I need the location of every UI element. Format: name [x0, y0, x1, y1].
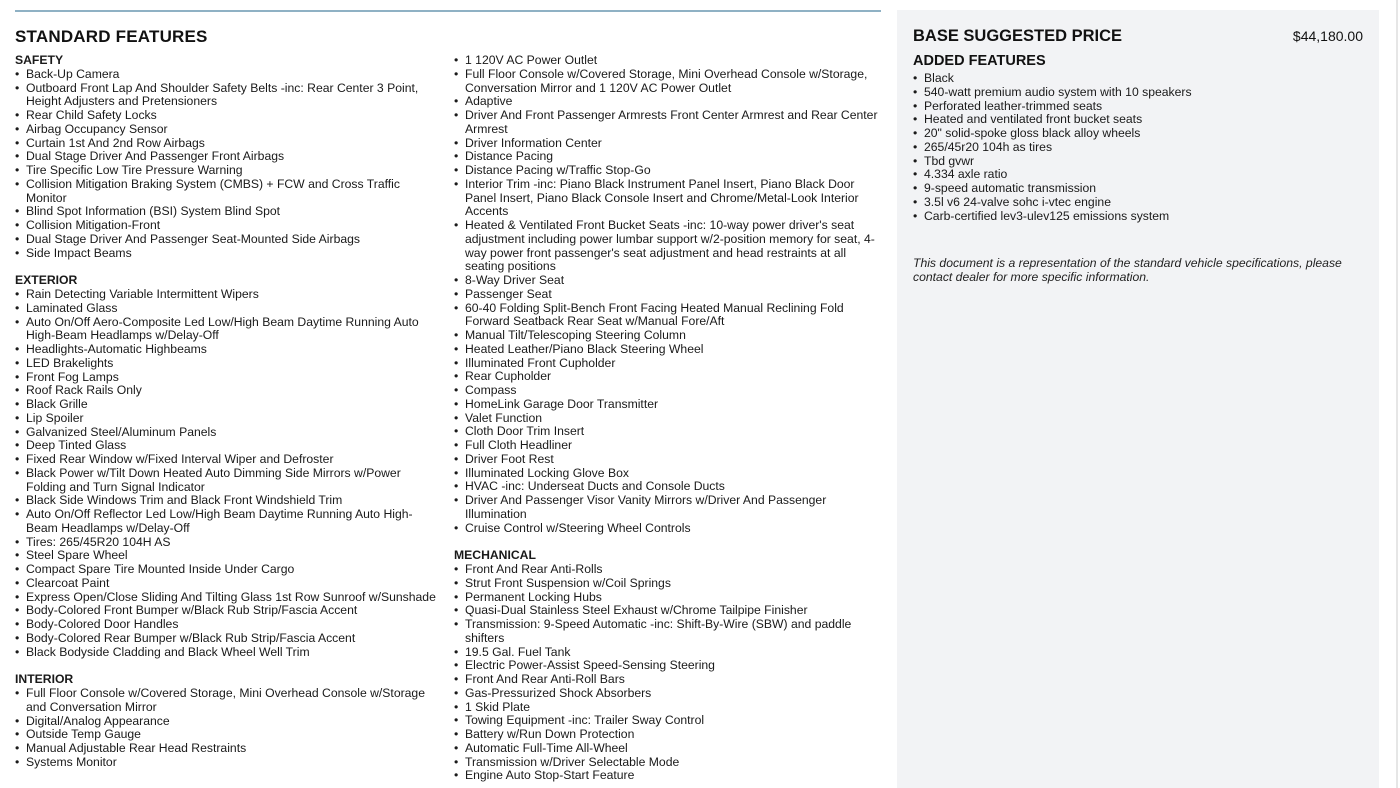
feature-item: • 265/45r20 104h as tires: [913, 141, 1363, 155]
feature-item: • Engine Auto Stop-Start Feature: [454, 769, 879, 783]
feature-item: • HomeLink Garage Door Transmitter: [454, 398, 879, 412]
base-price-label: BASE SUGGESTED PRICE: [913, 27, 1123, 45]
feature-item: • Carb-certified lev3-ulev125 emissions system: [913, 210, 1363, 224]
feature-item: • Automatic Full-Time All-Wheel: [454, 742, 879, 756]
feature-item: • LED Brakelights: [15, 357, 440, 371]
page-title: STANDARD FEATURES: [15, 27, 208, 46]
feature-item: • Manual Tilt/Telescoping Steering Column: [454, 329, 879, 343]
feature-item: • Rear Cupholder: [454, 370, 879, 384]
feature-item: • Adaptive: [454, 95, 879, 109]
added-features-heading: ADDED FEATURES: [913, 53, 1046, 69]
feature-item: • Quasi-Dual Stainless Steel Exhaust w/Chrome Tailpipe Finisher: [454, 604, 879, 618]
feature-item: • Headlights-Automatic Highbeams: [15, 343, 440, 357]
feature-item: • Front Fog Lamps: [15, 371, 440, 385]
section-exterior: [15, 274, 440, 659]
header-divider: [15, 10, 881, 12]
feature-item: • Full Floor Console w/Covered Storage, Mini Overhead Console w/Storage and Conversation Mirror: [15, 687, 440, 715]
section-heading: INTERIOR: [15, 672, 74, 687]
feature-item: • Cloth Door Trim Insert: [454, 425, 879, 439]
feature-item: • Heated & Ventilated Front Bucket Seats -inc: 10-way power driver's seat adjustment including power lumbar support w/2-position memory for seat, 4-way power front passenger's seat adjustment and head restraints at all seating positions: [454, 219, 879, 274]
base-price-value: $44,180.00: [1292, 28, 1363, 44]
feature-item: • Airbag Occupancy Sensor: [15, 123, 440, 137]
feature-item: • Compass: [454, 384, 879, 398]
section-mechanical: [454, 549, 879, 783]
feature-item: • Driver Foot Rest: [454, 453, 879, 467]
feature-item: • Interior Trim -inc: Piano Black Instrument Panel Insert, Piano Black Door Panel Insert, Piano Black Console Insert and Chrome/Metal-Look Interior Accents: [454, 178, 879, 219]
feature-item: • Electric Power-Assist Speed-Sensing Steering: [454, 659, 879, 673]
feature-item: • 60-40 Folding Split-Bench Front Facing Heated Manual Reclining Fold Forward Seatback Rear Seat w/Manual Fore/Aft: [454, 302, 879, 330]
feature-item: • Heated Leather/Piano Black Steering Wheel: [454, 343, 879, 357]
feature-item: • Transmission: 9-Speed Automatic -inc: Shift-By-Wire (SBW) and paddle shifters: [454, 618, 879, 646]
page-edge: [1396, 0, 1398, 788]
section-heading: SAFETY: [15, 53, 64, 67]
feature-item: • Black Side Windows Trim and Black Front Windshield Trim: [15, 494, 440, 508]
feature-list: [15, 68, 440, 261]
feature-item: • 3.5l v6 24-valve sohc i-vtec engine: [913, 196, 1363, 210]
section-interior: [15, 673, 440, 769]
feature-item: • Cruise Control w/Steering Wheel Controls: [454, 522, 879, 536]
feature-item: • Steel Spare Wheel: [15, 549, 440, 563]
feature-item: • Heated and ventilated front bucket seats: [913, 113, 1363, 127]
feature-item: • 19.5 Gal. Fuel Tank: [454, 646, 879, 660]
feature-item: • Deep Tinted Glass: [15, 439, 440, 453]
feature-item: • Collision Mitigation Braking System (CMBS) + FCW and Cross Traffic Monitor: [15, 178, 440, 206]
feature-item: • Black: [913, 72, 1363, 86]
feature-item: • Illuminated Locking Glove Box: [454, 467, 879, 481]
feature-item: • Battery w/Run Down Protection: [454, 728, 879, 742]
feature-item: • 1 Skid Plate: [454, 701, 879, 715]
feature-item: • Digital/Analog Appearance: [15, 715, 440, 729]
feature-item: • 1 120V AC Power Outlet: [454, 54, 879, 68]
section-interior-continued: [454, 54, 879, 535]
feature-item: • 9-speed automatic transmission: [913, 182, 1363, 196]
feature-item: • Rain Detecting Variable Intermittent Wipers: [15, 288, 440, 302]
feature-item: • Transmission w/Driver Selectable Mode: [454, 756, 879, 770]
feature-item: • Driver And Passenger Visor Vanity Mirrors w/Driver And Passenger Illumination: [454, 494, 879, 522]
feature-item: • Black Grille: [15, 398, 440, 412]
feature-item: • Outside Temp Gauge: [15, 728, 440, 742]
feature-item: • Valet Function: [454, 412, 879, 426]
feature-item: • Back-Up Camera: [15, 68, 440, 82]
feature-item: • Tires: 265/45R20 104H AS: [15, 536, 440, 550]
feature-item: • Laminated Glass: [15, 302, 440, 316]
feature-item: • 8-Way Driver Seat: [454, 274, 879, 288]
feature-item: • Outboard Front Lap And Shoulder Safety Belts -inc: Rear Center 3 Point, Height Adjusters and Pretensioners: [15, 82, 440, 110]
feature-item: • Towing Equipment -inc: Trailer Sway Control: [454, 714, 879, 728]
feature-item: • Passenger Seat: [454, 288, 879, 302]
feature-item: • Galvanized Steel/Aluminum Panels: [15, 426, 440, 440]
feature-item: • Strut Front Suspension w/Coil Springs: [454, 577, 879, 591]
feature-item: • Illuminated Front Cupholder: [454, 357, 879, 371]
feature-item: • Compact Spare Tire Mounted Inside Under Cargo: [15, 563, 440, 577]
feature-item: • Full Floor Console w/Covered Storage, Mini Overhead Console w/Storage, Conversation Mirror and 1 120V AC Power Outlet: [454, 68, 879, 96]
feature-item: • Express Open/Close Sliding And Tilting Glass 1st Row Sunroof w/Sunshade: [15, 591, 440, 605]
feature-item: • Systems Monitor: [15, 756, 440, 770]
feature-item: • Full Cloth Headliner: [454, 439, 879, 453]
feature-item: • Body-Colored Rear Bumper w/Black Rub Strip/Fascia Accent: [15, 632, 440, 646]
price-panel: [897, 10, 1379, 788]
feature-item: • Front And Rear Anti-Roll Bars: [454, 673, 879, 687]
feature-item: • Collision Mitigation-Front: [15, 219, 440, 233]
section-heading: EXTERIOR: [15, 273, 78, 288]
feature-item: • Auto On/Off Aero-Composite Led Low/High Beam Daytime Running Auto High-Beam Headlamps w/Delay-Off: [15, 316, 440, 344]
feature-item: • Blind Spot Information (BSI) System Blind Spot: [15, 205, 440, 219]
feature-item: • Lip Spoiler: [15, 412, 440, 426]
feature-item: • Driver Information Center: [454, 137, 879, 151]
feature-item: • 20" solid-spoke gloss black alloy wheels: [913, 127, 1363, 141]
feature-item: • Gas-Pressurized Shock Absorbers: [454, 687, 879, 701]
disclaimer-text: This document is a representation of the standard vehicle specifications, please contact dealer for more specific information.: [913, 256, 1342, 284]
feature-item: • HVAC -inc: Underseat Ducts and Console Ducts: [454, 480, 879, 494]
feature-item: • 4.334 axle ratio: [913, 168, 1363, 182]
feature-item: • Clearcoat Paint: [15, 577, 440, 591]
feature-item: • Distance Pacing w/Traffic Stop-Go: [454, 164, 879, 178]
feature-item: • Curtain 1st And 2nd Row Airbags: [15, 137, 440, 151]
feature-item: • Body-Colored Front Bumper w/Black Rub Strip/Fascia Accent: [15, 604, 440, 618]
feature-item: • Auto On/Off Reflector Led Low/High Beam Daytime Running Auto High-Beam Headlamps w/Delay-Off: [15, 508, 440, 536]
feature-item: • Tire Specific Low Tire Pressure Warning: [15, 164, 440, 178]
feature-item: • Distance Pacing: [454, 150, 879, 164]
feature-item: • Black Bodyside Cladding and Black Wheel Well Trim: [15, 646, 440, 660]
feature-item: • Black Power w/Tilt Down Heated Auto Dimming Side Mirrors w/Power Folding and Turn Signal Indicator: [15, 467, 440, 495]
feature-list: [454, 563, 879, 783]
feature-item: • Side Impact Beams: [15, 247, 440, 261]
features-column-right: [454, 54, 879, 783]
added-features-list: [913, 72, 1363, 223]
feature-item: • Tbd gvwr: [913, 155, 1363, 169]
feature-item: • Manual Adjustable Rear Head Restraints: [15, 742, 440, 756]
features-column-left: [15, 54, 440, 770]
feature-list: [15, 687, 440, 770]
section-heading: MECHANICAL: [454, 548, 536, 563]
feature-item: • Dual Stage Driver And Passenger Seat-Mounted Side Airbags: [15, 233, 440, 247]
feature-item: • Front And Rear Anti-Rolls: [454, 563, 879, 577]
feature-item: • Roof Rack Rails Only: [15, 384, 440, 398]
feature-item: • Driver And Front Passenger Armrests Front Center Armrest and Rear Center Armrest: [454, 109, 879, 137]
feature-list: [454, 54, 879, 535]
section-safety: [15, 54, 440, 260]
feature-item: • Rear Child Safety Locks: [15, 109, 440, 123]
feature-item: • Fixed Rear Window w/Fixed Interval Wiper and Defroster: [15, 453, 440, 467]
feature-item: • 540-watt premium audio system with 10 speakers: [913, 86, 1363, 100]
feature-list: [15, 288, 440, 659]
feature-item: • Perforated leather-trimmed seats: [913, 100, 1363, 114]
feature-item: • Permanent Locking Hubs: [454, 591, 879, 605]
feature-item: • Dual Stage Driver And Passenger Front Airbags: [15, 150, 440, 164]
feature-item: • Body-Colored Door Handles: [15, 618, 440, 632]
